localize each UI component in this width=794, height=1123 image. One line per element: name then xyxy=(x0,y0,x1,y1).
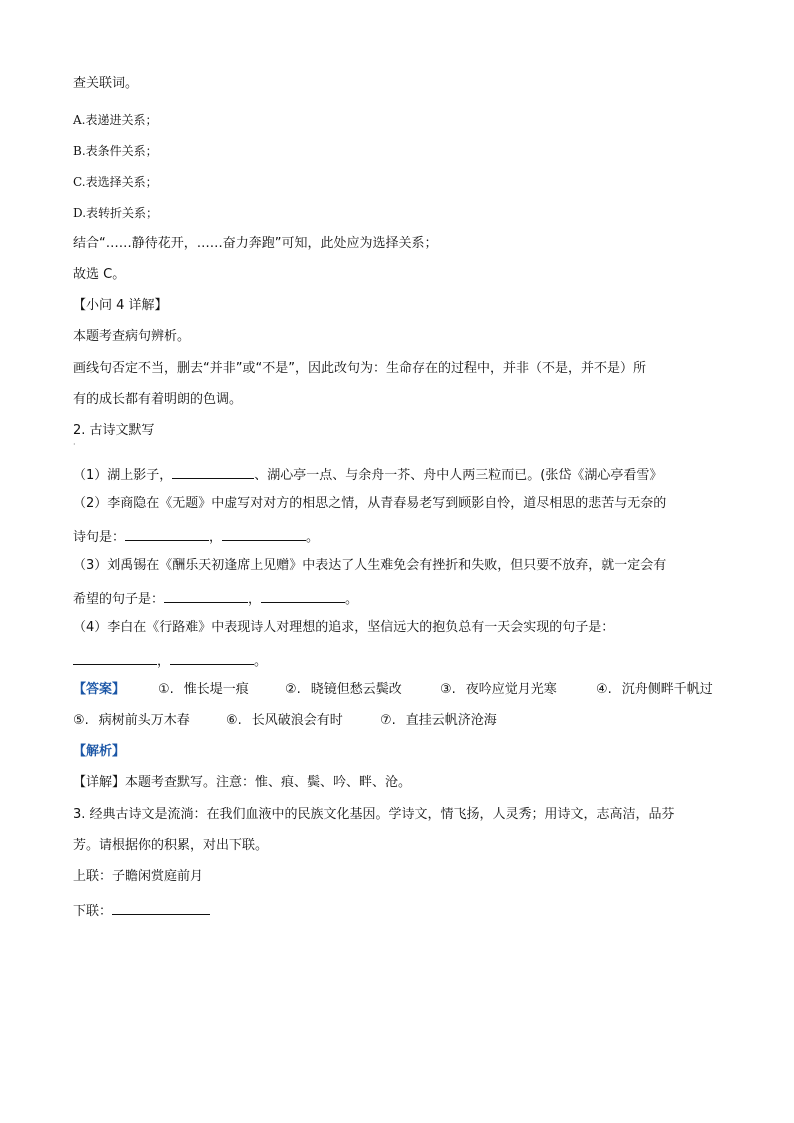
option-a: A.表递进关系； xyxy=(73,113,158,127)
text-line: 故选 C。 xyxy=(73,267,126,282)
text-segment: 、湖心亭一点、与余舟一芥、舟中人两三粒而已。(张岱《湖心亭看雪》 xyxy=(254,468,663,483)
option-b: B.表条件关系； xyxy=(73,144,158,158)
answer-item xyxy=(158,682,249,698)
answer-label: 【答案】 xyxy=(73,682,126,697)
question-2-2-cont xyxy=(73,527,319,546)
answer-number: ④. xyxy=(596,682,612,697)
section-heading: 【小问 4 详解】 xyxy=(73,298,168,313)
answer-text: 夜吟应觉月光寒 xyxy=(465,682,557,697)
upper-couplet: 上联：子瞻闲赏庭前月 xyxy=(73,869,204,884)
text-line: 有的成长都有着明朗的色调。 xyxy=(73,392,243,407)
answer-blank[interactable] xyxy=(222,527,306,541)
answer-blank[interactable] xyxy=(170,651,254,665)
answer-blank[interactable] xyxy=(261,589,345,603)
answer-blank[interactable] xyxy=(112,901,210,915)
answer-number: ⑦. xyxy=(380,713,396,728)
question-2-2: （2）李商隐在《无题》中虚写对对方的相思之情，从青春易老写到顾影自怜，道尽相思的悲苦与无奈的 xyxy=(73,496,667,511)
text-segment: 诗句是： xyxy=(73,530,126,545)
text-segment: 。 xyxy=(306,530,320,545)
lower-couplet xyxy=(73,901,210,920)
question-heading: 2. 古诗文默写 xyxy=(73,423,155,438)
text-segment: 下联： xyxy=(73,904,113,919)
answer-item xyxy=(226,713,343,729)
text-segment: ， xyxy=(248,592,262,607)
answer-item xyxy=(440,682,557,698)
question-2-4: （4）李白在《行路难》中表现诗人对理想的追求，坚信远大的抱负总有一天会实现的句子是： xyxy=(73,620,615,635)
answer-text: 长风破浪会有时 xyxy=(251,713,343,728)
answer-item xyxy=(73,713,190,729)
analysis-label: 【解析】 xyxy=(73,744,126,759)
answer-blank[interactable] xyxy=(73,651,157,665)
text-segment: 。 xyxy=(254,654,268,669)
text-segment: 希望的句子是： xyxy=(73,592,165,607)
question-3-cont: 芳。请根据你的积累，对出下联。 xyxy=(73,838,269,853)
answer-number: ①. xyxy=(158,682,174,697)
question-3: 3. 经典古诗文是流淌：在我们血液中的民族文化基因。学诗文，情飞扬，人灵秀；用诗文，志高洁，品芬 xyxy=(73,807,675,822)
detail-text: 【详解】本题考查默写。注意：惟、痕、鬓、吟、畔、沧。 xyxy=(73,775,412,790)
text-line: 本题考查病句辨析。 xyxy=(73,329,191,344)
text-segment: （1）湖上影子， xyxy=(73,468,173,483)
text-line: 画线句否定不当，删去“并非”或“不是”，因此改句为：生命存在的过程中，并非（不是，并不是）所 xyxy=(73,361,646,376)
answer-number: ③. xyxy=(440,682,456,697)
answer-item xyxy=(285,682,402,698)
answer-text: 直挂云帆济沧海 xyxy=(405,713,497,728)
option-d: D.表转折关系； xyxy=(73,206,159,220)
question-2-4-cont xyxy=(73,651,267,670)
text-line: 查关联词。 xyxy=(73,76,139,91)
answer-number: ②. xyxy=(285,682,301,697)
answer-number: ⑤. xyxy=(73,713,89,728)
answer-text: 沉舟侧畔千帆过 xyxy=(621,682,713,697)
answer-item xyxy=(596,682,713,698)
option-c: C.表选择关系； xyxy=(73,175,158,189)
text-segment: 。 xyxy=(345,592,359,607)
answer-blank[interactable] xyxy=(172,465,254,479)
text-line: 结合“……静待花开，……奋力奔跑”可知，此处应为选择关系； xyxy=(73,236,438,251)
answer-number: ⑥. xyxy=(226,713,242,728)
answer-item xyxy=(380,713,497,729)
question-2-3-cont xyxy=(73,589,358,608)
answer-blank[interactable] xyxy=(164,589,248,603)
answer-text: 晓镜但愁云鬓改 xyxy=(310,682,402,697)
question-2-3: （3）刘禹锡在《酬乐天初逢席上见赠》中表达了人生难免会有挫折和失败，但只要不放弃，就一定会有 xyxy=(73,558,667,573)
answer-text: 惟长堤一痕 xyxy=(183,682,249,697)
text-segment: ， xyxy=(157,654,171,669)
mark-dot: · xyxy=(73,440,76,449)
answer-blank[interactable] xyxy=(125,527,209,541)
text-segment: ， xyxy=(209,530,223,545)
answer-text: 病树前头万木春 xyxy=(98,713,190,728)
question-2-1 xyxy=(73,465,662,484)
